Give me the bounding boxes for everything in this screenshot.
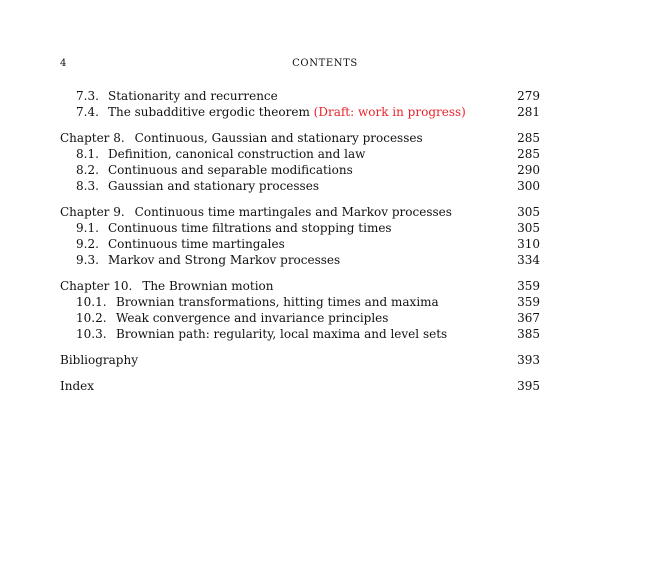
draft-note: (Draft: work in progress) — [313, 105, 466, 119]
page-reference: 285 — [517, 131, 540, 145]
toc-chapter-9[interactable] — [60, 204, 540, 220]
chapter-title: Continuous, Gaussian and stationary processes — [134, 131, 423, 145]
page-reference: 305 — [517, 221, 540, 235]
chapter-number: Chapter 10. — [60, 279, 133, 293]
section-title: Gaussian and stationary processes — [108, 179, 319, 193]
page-reference: 279 — [517, 89, 540, 103]
section-number: 8.2. — [76, 163, 99, 177]
page-reference: 334 — [517, 253, 540, 267]
page-reference: 300 — [517, 179, 540, 193]
toc-index[interactable] — [60, 378, 540, 394]
section-number: 8.1. — [76, 147, 99, 161]
toc-entry-10-2[interactable] — [60, 310, 540, 326]
page-number: 4 — [60, 58, 67, 69]
toc-entry-8-1[interactable] — [60, 146, 540, 162]
table-of-contents — [60, 88, 540, 394]
chapter-title: Continuous time martingales and Markov processes — [134, 205, 452, 219]
section-number: 10.2. — [76, 311, 107, 325]
toc-entry-9-2[interactable] — [60, 236, 540, 252]
section-number: 10.3. — [76, 327, 107, 341]
index-title: Index — [60, 379, 95, 393]
chapter-number: Chapter 9. — [60, 205, 125, 219]
toc-entry-10-3[interactable] — [60, 326, 540, 342]
toc-entry-7-3[interactable] — [60, 88, 540, 104]
section-number: 7.4. — [76, 105, 99, 119]
toc-bibliography[interactable] — [60, 352, 540, 368]
page-reference: 367 — [517, 311, 540, 325]
section-title: Definition, canonical construction and law — [108, 147, 366, 161]
toc-entry-9-3[interactable] — [60, 252, 540, 268]
section-number: 9.2. — [76, 237, 99, 251]
section-number: 7.3. — [76, 89, 99, 103]
section-title: Stationarity and recurrence — [108, 89, 278, 103]
page-reference: 385 — [517, 327, 540, 341]
page-reference: 305 — [517, 205, 540, 219]
page-reference: 285 — [517, 147, 540, 161]
page-reference: 395 — [517, 379, 540, 393]
section-number: 9.3. — [76, 253, 99, 267]
section-number: 8.3. — [76, 179, 99, 193]
section-title: Continuous time filtrations and stopping times — [108, 221, 392, 235]
section-title: Brownian transformations, hitting times and maxima — [116, 295, 439, 309]
toc-entry-10-1[interactable] — [60, 294, 540, 310]
running-title: CONTENTS — [292, 58, 358, 69]
section-title: Continuous time martingales — [108, 237, 285, 251]
toc-entry-8-2[interactable] — [60, 162, 540, 178]
toc-entry-9-1[interactable] — [60, 220, 540, 236]
section-title: Brownian path: regularity, local maxima and level sets — [116, 327, 448, 341]
section-title: Weak convergence and invariance principles — [116, 311, 389, 325]
toc-entry-7-4[interactable] — [60, 104, 540, 120]
section-number: 10.1. — [76, 295, 107, 309]
page-reference: 290 — [517, 163, 540, 177]
toc-chapter-10[interactable] — [60, 278, 540, 294]
section-number: 9.1. — [76, 221, 99, 235]
section-title: Markov and Strong Markov processes — [108, 253, 341, 267]
section-title: The subadditive ergodic theorem — [108, 105, 310, 119]
bibliography-title: Bibliography — [60, 353, 138, 367]
toc-entry-8-3[interactable] — [60, 178, 540, 194]
section-title: Continuous and separable modifications — [108, 163, 353, 177]
chapter-number: Chapter 8. — [60, 131, 125, 145]
page-reference: 359 — [517, 295, 540, 309]
chapter-title: The Brownian motion — [142, 279, 274, 293]
page-reference: 310 — [517, 237, 540, 251]
page-reference: 359 — [517, 279, 540, 293]
toc-chapter-8[interactable] — [60, 130, 540, 146]
page-reference: 393 — [517, 353, 540, 367]
page-reference: 281 — [517, 105, 540, 119]
